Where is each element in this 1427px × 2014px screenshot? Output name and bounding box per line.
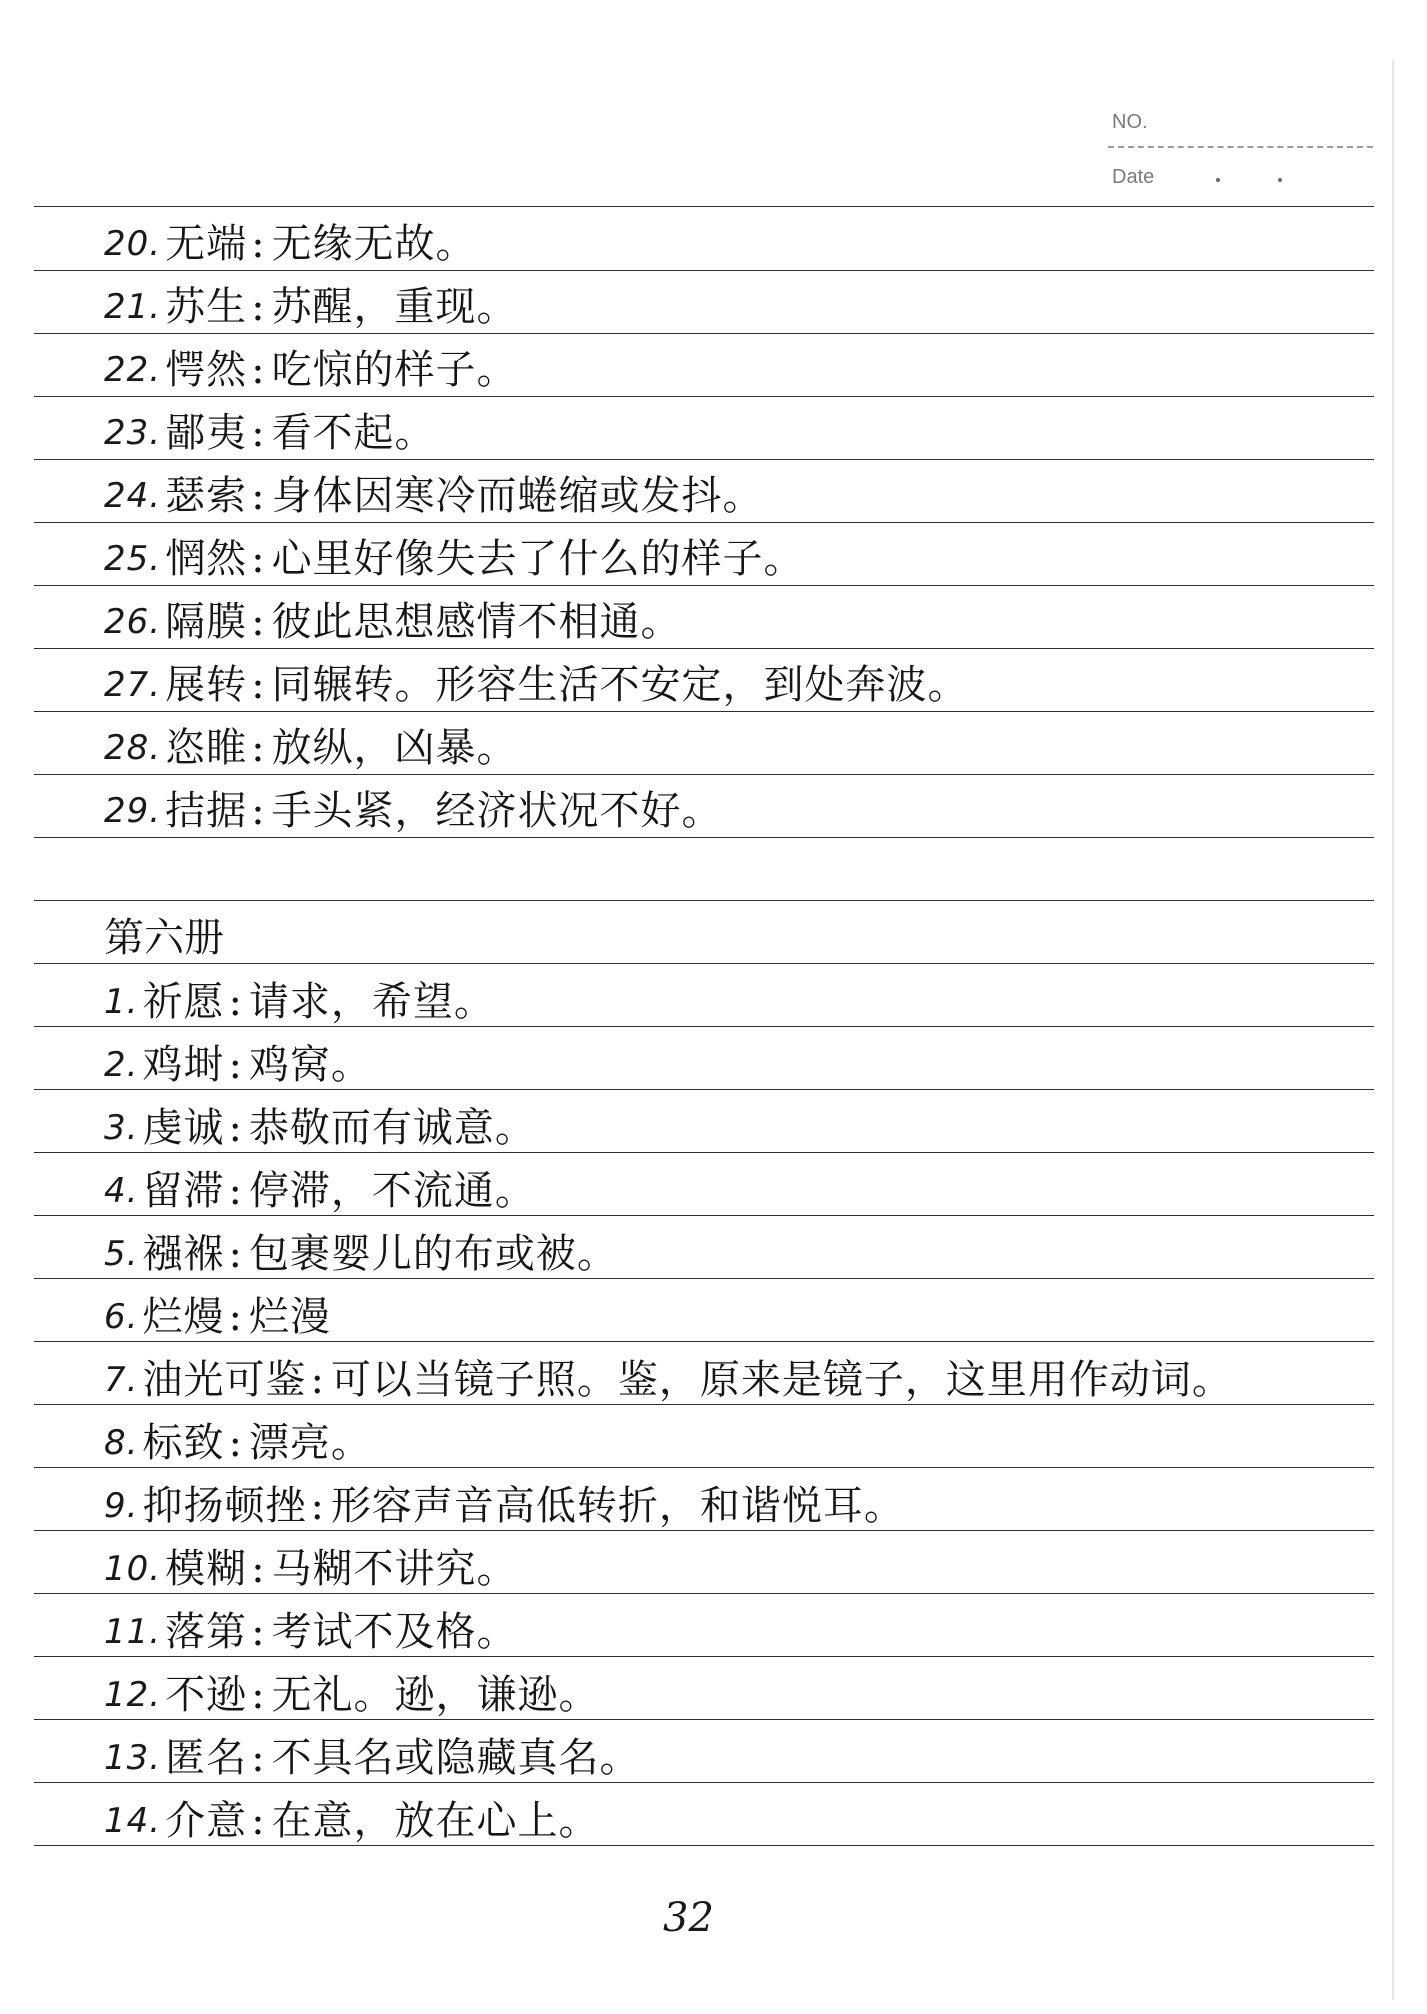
entry-number: 23. (104, 409, 161, 457)
entry-colon: : (251, 599, 266, 645)
entry-definition: 彼此思想感情不相通。 (271, 599, 682, 645)
entry-term: 模糊 (165, 1546, 248, 1592)
vocab-entry (104, 653, 969, 709)
vocab-entry (104, 464, 764, 520)
entry-definition: 不具名或隐藏真名。 (271, 1735, 641, 1781)
vocab-entry (104, 1285, 331, 1341)
vocab-entry (104, 1600, 518, 1656)
entry-definition: 鸡窝。 (248, 1042, 372, 1088)
vocab-entry (104, 1663, 600, 1719)
vocab-entry (104, 1159, 536, 1215)
entry-definition: 苏醒，重现。 (271, 284, 518, 330)
entry-term: 隔膜 (165, 599, 248, 645)
ruled-line (34, 1215, 1374, 1216)
ruled-line (34, 333, 1374, 334)
ruled-line (34, 963, 1374, 964)
vocab-entry (104, 338, 518, 394)
entry-number: 11. (104, 1608, 161, 1656)
ruled-line (34, 1278, 1374, 1279)
vocab-entry (104, 590, 682, 646)
entry-number: 7. (104, 1356, 138, 1404)
entry-term: 烂熳 (142, 1294, 225, 1340)
entry-term: 匿名 (165, 1735, 248, 1781)
entry-colon: : (228, 1294, 243, 1340)
ruled-line (34, 837, 1374, 838)
ruled-line (34, 1089, 1374, 1090)
entry-number: 9. (104, 1482, 138, 1530)
entry-colon: : (228, 1105, 243, 1151)
section-title (104, 914, 224, 962)
entry-number: 2. (104, 1041, 138, 1089)
ruled-line (34, 1530, 1374, 1531)
entry-number: 29. (104, 787, 161, 835)
entry-colon: : (310, 1483, 325, 1529)
ruled-line (34, 1467, 1374, 1468)
section-title-text: 第六册 (104, 915, 224, 961)
entry-definition: 烂漫 (248, 1294, 331, 1340)
vocab-entry (104, 1033, 372, 1089)
entry-definition: 漂亮。 (248, 1420, 372, 1466)
vocab-entry (104, 1348, 1233, 1404)
entry-term: 标致 (142, 1420, 225, 1466)
ruled-line (34, 206, 1374, 207)
entry-definition: 可以当镜子照。鉴，原来是镜子，这里用作动词。 (330, 1357, 1233, 1403)
header-no-label: NO. (1112, 111, 1148, 133)
vocab-entry (104, 1537, 518, 1593)
vocab-entry (104, 1474, 905, 1530)
ruled-line (34, 1026, 1374, 1027)
entry-colon: : (251, 1609, 266, 1655)
entry-colon: : (228, 1168, 243, 1214)
entry-number: 22. (104, 346, 161, 394)
entry-colon: : (251, 473, 266, 519)
entry-term: 祈愿 (142, 979, 225, 1025)
entry-number: 26. (104, 598, 161, 646)
ruled-line (34, 459, 1374, 460)
entry-term: 襁褓 (142, 1231, 225, 1277)
entry-number: 25. (104, 535, 161, 583)
entry-number: 10. (104, 1545, 161, 1593)
entry-term: 鸡埘 (142, 1042, 225, 1088)
ruled-line (34, 1845, 1374, 1846)
ruled-line (34, 1341, 1374, 1342)
entry-definition: 吃惊的样子。 (271, 347, 518, 393)
entry-definition: 手头紧，经济状况不好。 (271, 788, 723, 834)
entry-term: 拮据 (165, 788, 248, 834)
date-dot (1216, 178, 1220, 182)
page-edge (1392, 60, 1394, 2000)
entry-term: 无端 (165, 221, 248, 267)
ruled-line (34, 270, 1374, 271)
vocab-entry (104, 401, 436, 457)
entry-number: 20. (104, 220, 161, 268)
ruled-line (34, 900, 1374, 901)
ruled-line (34, 711, 1374, 712)
entry-term: 落第 (165, 1609, 248, 1655)
entry-number: 24. (104, 472, 161, 520)
entry-term: 虔诚 (142, 1105, 225, 1151)
entry-term: 展转 (165, 662, 248, 708)
entry-colon: : (228, 1042, 243, 1088)
entry-colon: : (251, 788, 266, 834)
entry-definition: 恭敬而有诚意。 (248, 1105, 536, 1151)
entry-definition: 停滞，不流通。 (248, 1168, 536, 1214)
entry-definition: 考试不及格。 (271, 1609, 518, 1655)
entry-colon: : (251, 1735, 266, 1781)
entry-definition: 同辗转。形容生活不安定，到处奔波。 (271, 662, 969, 708)
ruled-line (34, 1719, 1374, 1720)
vocab-entry (104, 1222, 618, 1278)
entry-number: 6. (104, 1293, 138, 1341)
entry-number: 4. (104, 1167, 138, 1215)
entry-term: 瑟索 (165, 473, 248, 519)
vocab-entry (104, 970, 495, 1026)
entry-term: 油光可鉴 (142, 1357, 307, 1403)
entry-colon: : (310, 1357, 325, 1403)
entry-definition: 形容声音高低转折，和谐悦耳。 (330, 1483, 905, 1529)
entry-term: 恣睢 (165, 725, 248, 771)
entry-definition: 马糊不讲究。 (271, 1546, 518, 1592)
entry-term: 留滞 (142, 1168, 225, 1214)
entry-number: 21. (104, 283, 161, 331)
date-dot (1278, 178, 1282, 182)
entry-term: 鄙夷 (165, 410, 248, 456)
ruled-line (34, 774, 1374, 775)
entry-number: 1. (104, 978, 138, 1026)
ruled-line (34, 648, 1374, 649)
entry-colon: : (251, 284, 266, 330)
vocab-entry (104, 1096, 536, 1152)
entry-number: 14. (104, 1797, 161, 1845)
entry-definition: 请求，希望。 (248, 979, 495, 1025)
header-divider (1108, 146, 1373, 148)
ruled-line (34, 1152, 1374, 1153)
vocab-entry (104, 275, 518, 331)
vocab-entry (104, 1411, 372, 1467)
ruled-line (34, 585, 1374, 586)
vocab-entry (104, 1726, 641, 1782)
entry-colon: : (228, 1420, 243, 1466)
entry-term: 惘然 (165, 536, 248, 582)
entry-number: 3. (104, 1104, 138, 1152)
entry-colon: : (251, 1798, 266, 1844)
entry-number: 8. (104, 1419, 138, 1467)
entry-colon: : (251, 347, 266, 393)
entry-colon: : (228, 1231, 243, 1277)
entry-number: 27. (104, 661, 161, 709)
entry-term: 苏生 (165, 284, 248, 330)
ruled-line (34, 1782, 1374, 1783)
entry-definition: 无缘无故。 (271, 221, 477, 267)
header-date-label: Date (1112, 166, 1155, 188)
entry-number: 13. (104, 1734, 161, 1782)
entry-colon: : (251, 725, 266, 771)
entry-colon: : (251, 1672, 266, 1718)
ruled-line (34, 1404, 1374, 1405)
entry-term: 抑扬顿挫 (142, 1483, 307, 1529)
entry-colon: : (251, 662, 266, 708)
ruled-line (34, 1656, 1374, 1657)
entry-colon: : (251, 536, 266, 582)
ruled-line (34, 396, 1374, 397)
entry-definition: 身体因寒冷而蜷缩或发抖。 (271, 473, 764, 519)
entry-term: 愕然 (165, 347, 248, 393)
page-number: 32 (663, 1895, 714, 1941)
vocab-entry (104, 1789, 600, 1845)
entry-definition: 无礼。逊，谦逊。 (271, 1672, 600, 1718)
entry-definition: 在意，放在心上。 (271, 1798, 600, 1844)
vocab-entry (104, 212, 477, 268)
entry-definition: 放纵，凶暴。 (271, 725, 518, 771)
entry-term: 不逊 (165, 1672, 248, 1718)
entry-colon: : (251, 221, 266, 267)
vocab-entry (104, 527, 805, 583)
vocab-entry (104, 716, 518, 772)
entry-colon: : (228, 979, 243, 1025)
entry-colon: : (251, 410, 266, 456)
ruled-line (34, 522, 1374, 523)
entry-number: 5. (104, 1230, 138, 1278)
entry-definition: 看不起。 (271, 410, 436, 456)
entry-definition: 包裹婴儿的布或被。 (248, 1231, 618, 1277)
entry-number: 12. (104, 1671, 161, 1719)
ruled-line (34, 1593, 1374, 1594)
vocab-entry (104, 779, 723, 835)
entry-colon: : (251, 1546, 266, 1592)
entry-term: 介意 (165, 1798, 248, 1844)
entry-definition: 心里好像失去了什么的样子。 (271, 536, 805, 582)
entry-number: 28. (104, 724, 161, 772)
